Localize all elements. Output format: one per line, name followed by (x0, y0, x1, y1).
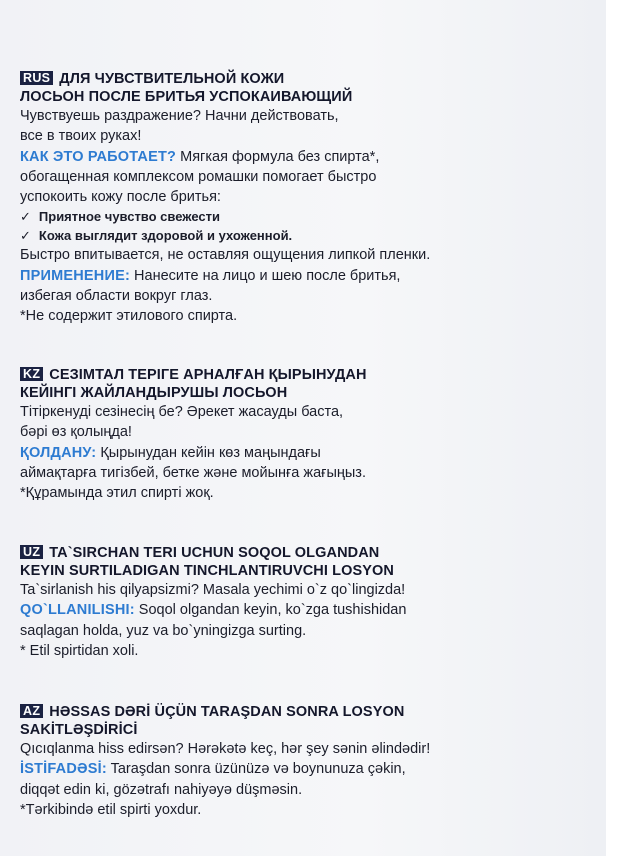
usage-label: ПРИМЕНЕНИЕ: (20, 267, 131, 284)
how-it-works-line-2: обогащенная комплексом ромашки помогает быстро (20, 168, 377, 185)
section-kz (20, 367, 595, 503)
usage-label: ҚОЛДАНУ: (20, 444, 97, 461)
language-badge-az: AZ (20, 704, 43, 718)
usage-text: Нанесите на лицо и шею после бритья, (130, 267, 401, 284)
usage-label: QO`LLANILISHI: (20, 602, 135, 619)
title-line-1: ДЛЯ ЧУВСТВИТЕЛЬНОЙ КОЖИ (59, 71, 285, 87)
title-line-2: ЛОСЬОН ПОСЛЕ БРИТЬЯ УСПОКАИВАЮЩИЙ (20, 88, 353, 105)
intro-line-2: бәрі өз қолыңда! (20, 424, 132, 441)
footnote: *Құрамында этил спирті жоқ. (20, 485, 214, 502)
how-it-works-line-1 (20, 147, 595, 167)
intro-line-1: Qıcıqlanma hiss edirsən? Hərəkətə keç, hər şey sənin əlindədir! (20, 741, 431, 757)
usage-text: Soqol olgandan keyin, ko`zga tushishidan (134, 602, 407, 619)
check-icon: ✓ (20, 209, 31, 225)
title-line-1: TA`SIRCHAN TERI UCHUN SOQOL OLGANDAN (49, 545, 380, 561)
section-az (20, 704, 595, 820)
check-icon: ✓ (20, 228, 31, 244)
title-line-1: HƏSSAS DƏRİ ÜÇÜN TARAŞDAN SONRA LOSYON (49, 704, 405, 720)
title-line-2: КЕЙІНГІ ЖАЙЛАНДЫРУШЫ ЛОСЬОН (20, 384, 288, 401)
section-title (20, 704, 595, 722)
footnote: * Etil spirtidan xoli. (20, 642, 139, 659)
title-line-1: СЕЗІМТАЛ ТЕРІГЕ АРНАЛҒАН ҚЫРЫНУДАН (49, 367, 367, 383)
usage-line-1 (20, 266, 595, 286)
intro-line-1: Чувствуешь раздражение? Начни действовать, (20, 108, 339, 124)
usage-line-1 (20, 600, 595, 620)
benefit-text-2: Кожа выглядит здоровой и ухоженной. (38, 228, 293, 244)
intro-line-2: все в твоих руках! (20, 128, 142, 145)
benefit-item-1 (20, 207, 595, 226)
section-rus (20, 71, 595, 327)
usage-line-1 (20, 443, 595, 463)
footnote: *Tərkibində etil spirti yoxdur. (20, 801, 202, 818)
intro-line-1: Тітіркенуді сезінесің бе? Әрекет жасауды баста, (20, 404, 344, 420)
absorb-text: Быстро впитывается, не оставляя ощущения липкой пленки. (20, 247, 431, 264)
intro-line-1: Ta`sirlanish his qilyapsizmi? Masala yechimi o`z qo`lingizda! (20, 582, 406, 598)
section-uz (20, 545, 595, 661)
language-badge-rus: RUS (20, 71, 53, 85)
title-line-2: SAKİTLƏŞDİRİCİ (20, 721, 138, 738)
section-title (20, 71, 595, 89)
how-it-works-text: Мягкая формула без спирта*, (176, 148, 380, 165)
section-title (20, 545, 595, 563)
usage-text: Қырынудан кейін көз маңындағы (96, 444, 321, 461)
benefit-text-1: Приятное чувство свежести (38, 209, 220, 225)
usage-line-2: аймақтарға тигізбей, бетке және мойынға жағыңыз. (20, 464, 366, 481)
how-it-works-label: КАК ЭТО РАБОТАЕТ? (20, 148, 177, 165)
usage-label: İSTİFADƏSİ: (20, 761, 107, 778)
usage-line-2: saqlagan holda, yuz va bo`yningizga surting. (20, 622, 307, 639)
how-it-works-line-3: успокоить кожу после бритья: (20, 189, 221, 206)
language-badge-uz: UZ (20, 545, 43, 559)
benefit-item-2 (20, 226, 595, 245)
section-title (20, 367, 595, 385)
title-line-2: KEYIN SURTILADIGAN TINCHLANTIRUVCHI LOSYON (20, 562, 394, 579)
usage-line-1 (20, 759, 595, 779)
usage-line-2: избегая области вокруг глаз. (20, 288, 213, 305)
footnote: *Не содержит этилового спирта. (20, 308, 238, 325)
usage-text: Taraşdan sonra üzünüzə və boynunuza çəkin, (106, 761, 406, 778)
language-badge-kz: KZ (20, 367, 43, 381)
usage-line-2: diqqət edin ki, gözətrafı nahiyəyə düşməsin. (20, 781, 303, 798)
